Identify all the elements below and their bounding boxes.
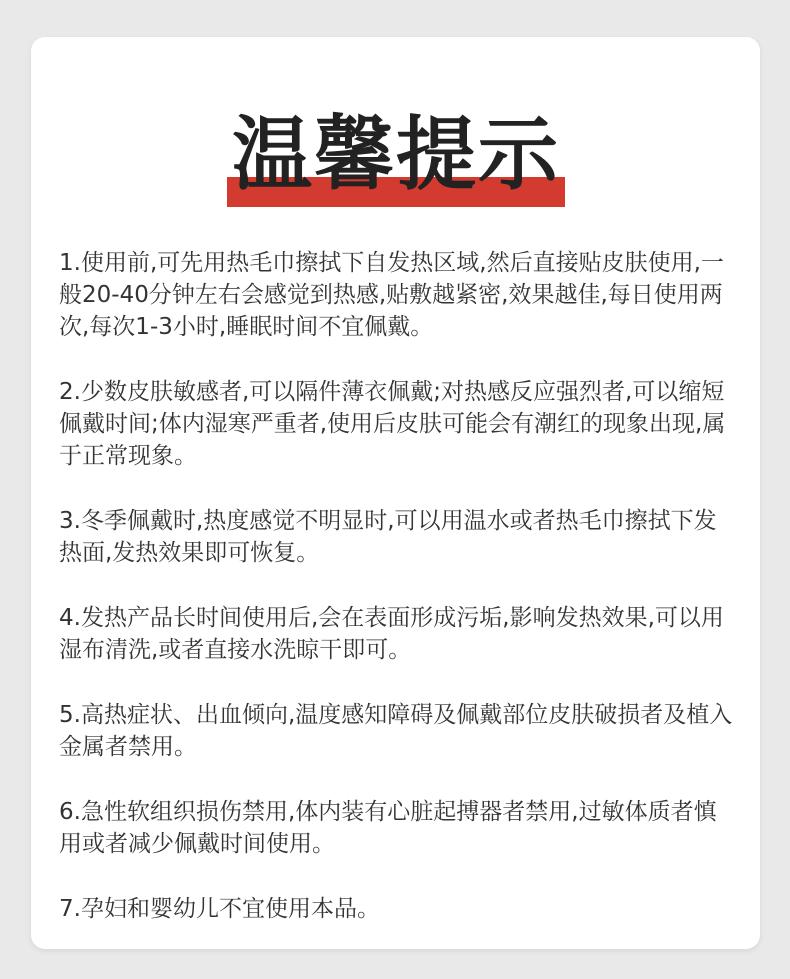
title-block <box>227 107 565 207</box>
tips-list <box>59 247 737 925</box>
tip-item-3: 3.冬季佩戴时,热度感觉不明显时,可以用温水或者热毛巾擦拭下发热面,发热效果即可恢复。 <box>59 508 717 566</box>
tip-item-5: 5.高热症状、出血倾向,温度感知障碍及佩戴部位皮肤破损者及植入金属者禁用。 <box>59 702 733 760</box>
tip-item-1: 1.使用前,可先用热毛巾擦拭下自发热区域,然后直接贴皮肤使用,一般20-40分钟左右会感觉到热感,贴敷越紧密,效果越佳,每日使用两次,每次1-3小时,睡眠时间不宜佩戴。 <box>59 250 724 340</box>
tip-item-7: 7.孕妇和婴幼儿不宜使用本品。 <box>59 896 380 922</box>
tip-item-6: 6.急性软组织损伤禁用,体内装有心脏起搏器者禁用,过敏体质者慎用或者减少佩戴时间使用。 <box>59 799 717 857</box>
page-title: 温馨提示 <box>232 108 560 201</box>
tips-card <box>31 37 760 949</box>
tip-item-4: 4.发热产品长时间使用后,会在表面形成污垢,影响发热效果,可以用湿布清洗,或者直接水洗晾干即可。 <box>59 605 724 663</box>
tip-item-2: 2.少数皮肤敏感者,可以隔件薄衣佩戴;对热感反应强烈者,可以缩短佩戴时间;体内湿寒严重者,使用后皮肤可能会有潮红的现象出现,属于正常现象。 <box>59 379 726 469</box>
